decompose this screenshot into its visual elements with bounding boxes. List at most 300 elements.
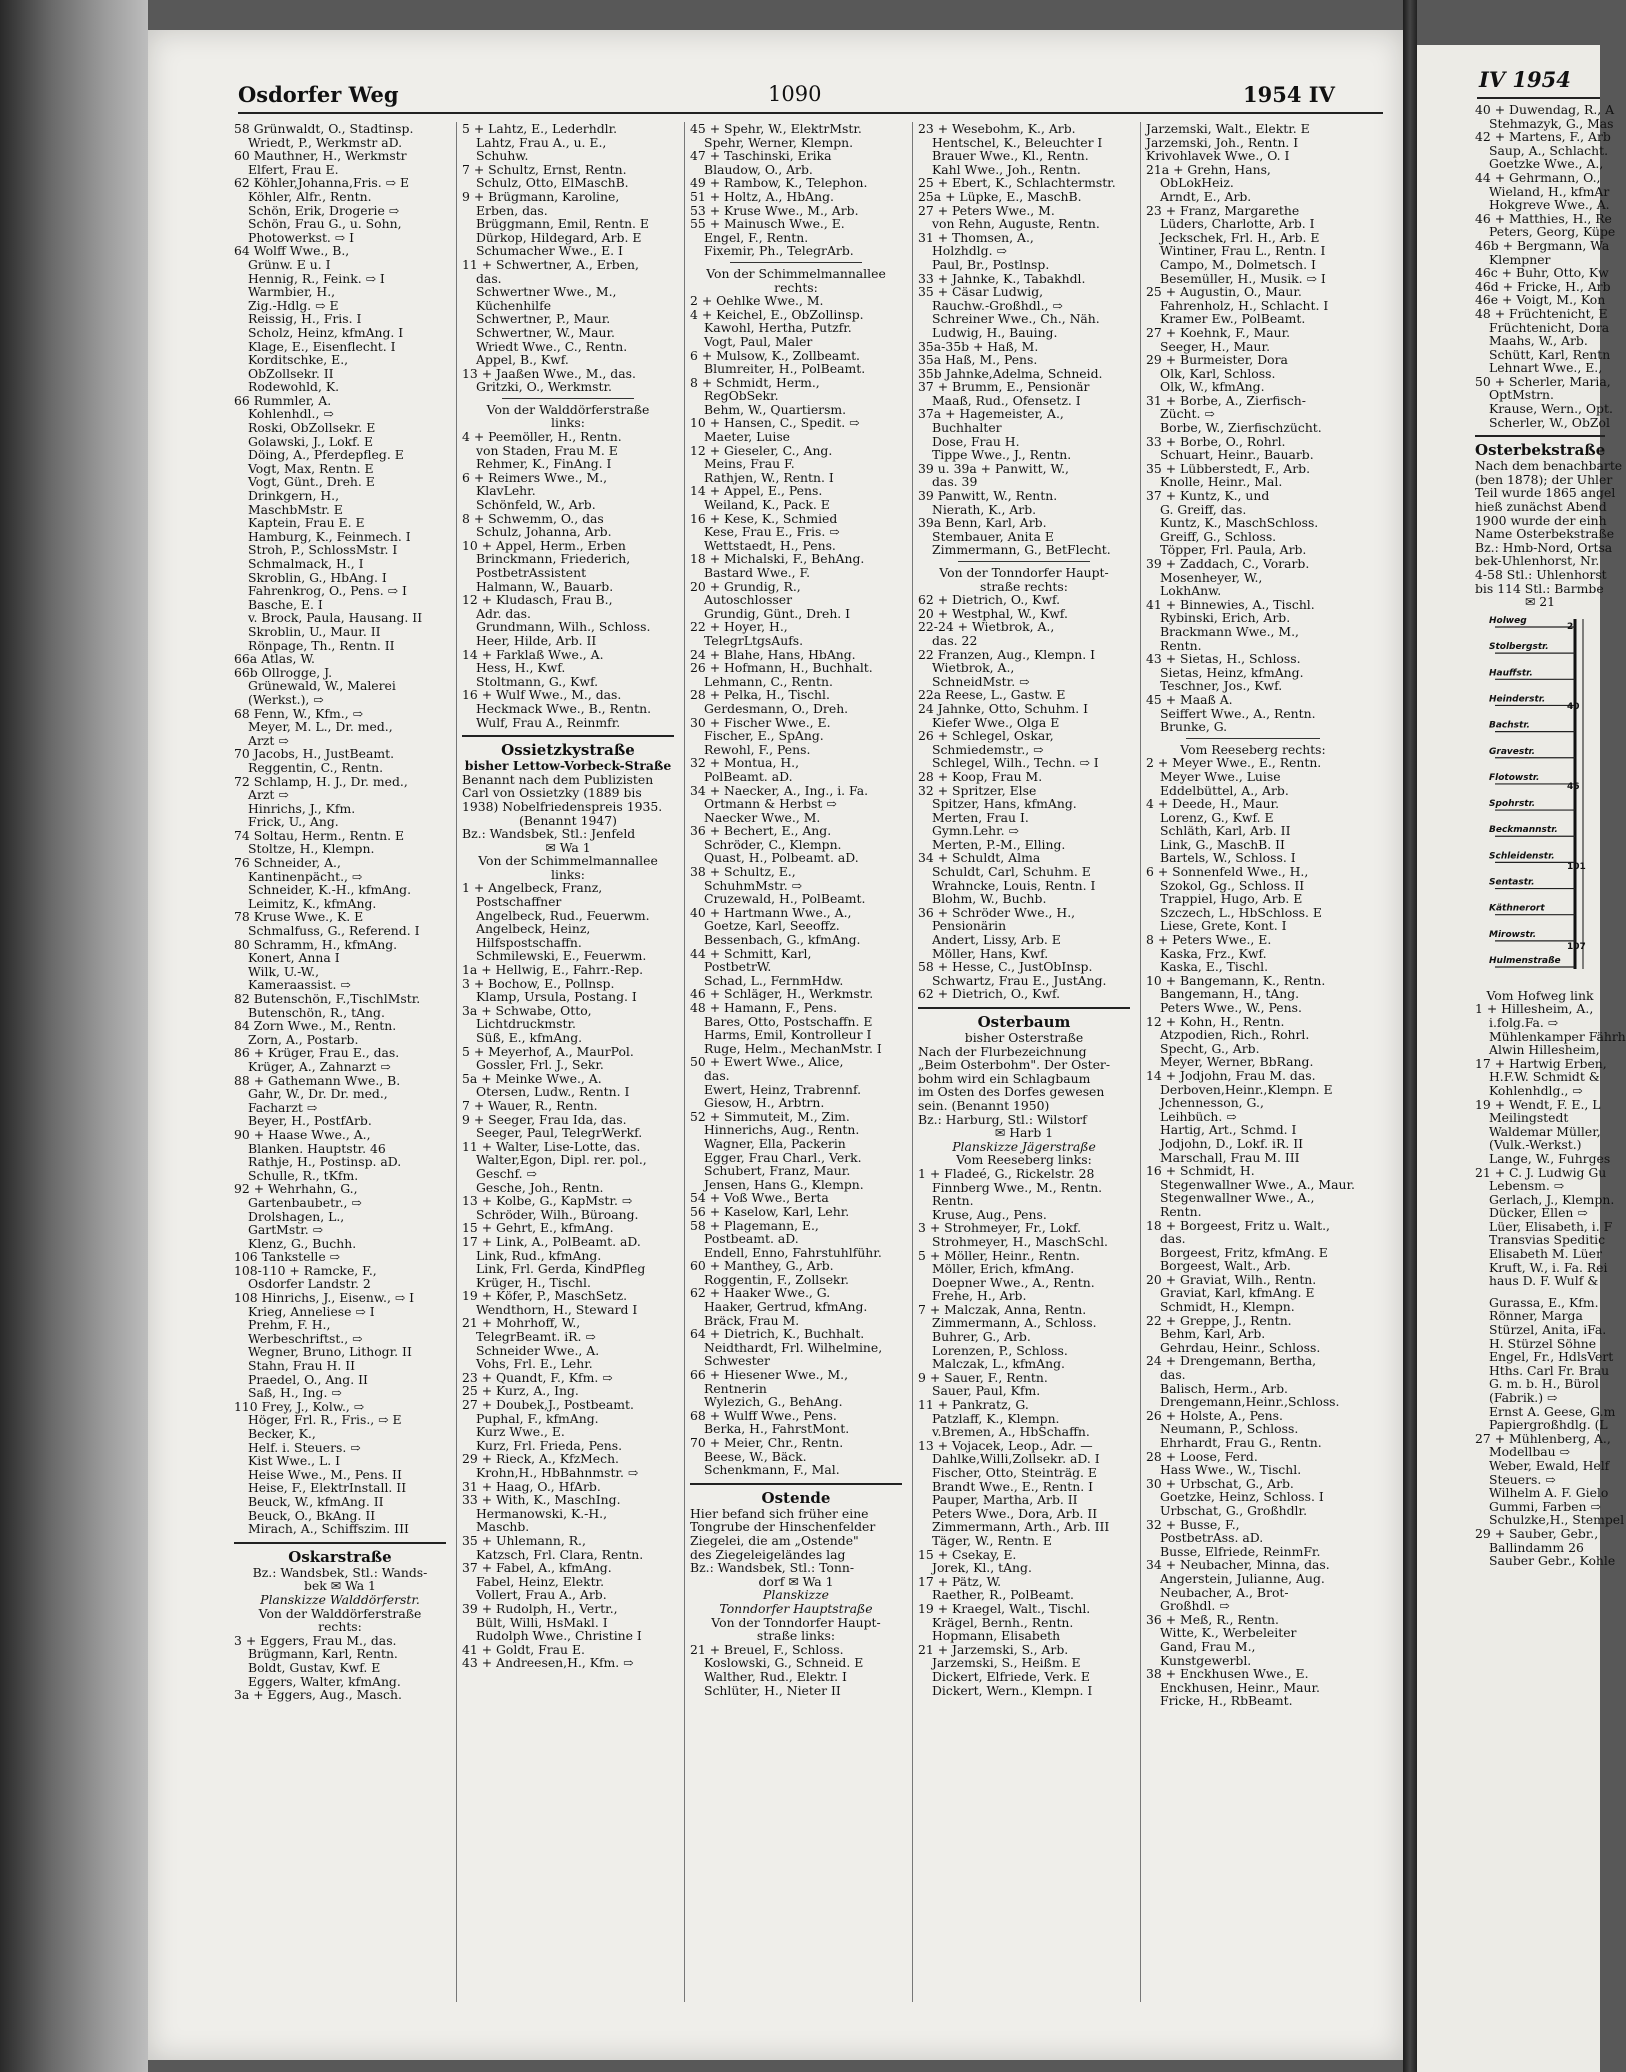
directory-entry: 1 + Angelbeck, Franz, <box>462 880 603 896</box>
directory-entry: Stoltmann, G., Kwf. <box>476 673 599 689</box>
directory-entry: Küchenhilfe <box>476 297 552 313</box>
directory-entry: Otersen, Ludw., Rentn. I <box>476 1084 630 1100</box>
directory-entry: Hamburg, K., Feinmech. I <box>248 528 411 544</box>
directory-entry: Schuldt, Carl, Schuhm. E <box>932 864 1091 880</box>
directory-entry: Dickert, Elfriede, Verk. E <box>932 1668 1090 1684</box>
section-note: Von der Walddörferstraße <box>486 401 650 417</box>
directory-entry: Osdorfer Landstr. 2 <box>248 1276 371 1292</box>
directory-entry: Wilhelm A. F. Gielo <box>1489 1485 1609 1501</box>
directory-entry: Brügmann, Karl, Rentn. <box>248 1646 398 1662</box>
directory-entry: das. 22 <box>932 632 978 648</box>
directory-entry: Merten, Frau I. <box>932 809 1029 825</box>
directory-entry: Werbeschriftst., ⇨ <box>248 1330 363 1346</box>
directory-entry: 70 + Meier, Chr., Rentn. <box>690 1435 844 1450</box>
directory-entry: Bares, Otto, Postschaffn. E <box>704 1013 873 1029</box>
directory-entry: 21 + Breuel, F., Schloss. <box>690 1641 844 1657</box>
directory-entry: Möller, Erich, kfmAng. <box>932 1261 1075 1277</box>
directory-entry: Brackmann Wwe., M., <box>1160 623 1299 639</box>
directory-entry: 5 + Lahtz, E., Lederhdlr. <box>462 121 618 136</box>
directory-entry: 22 + Hoyer, H., <box>690 619 788 635</box>
directory-entry: 62 + Haaker Wwe., G. <box>690 1285 831 1301</box>
directory-entry: Halmann, W., Bauarb. <box>476 578 614 594</box>
directory-entry: PostbetrAssistent <box>476 565 587 580</box>
directory-entry: Rodewohld, K. <box>248 379 340 395</box>
directory-entry: 34 + Neubacher, Minna, das. <box>1146 1557 1330 1573</box>
directory-entry: Nach dem benachbarte <box>1475 458 1623 474</box>
directory-entry: Marschall, Frau M. III <box>1160 1149 1300 1165</box>
directory-entry: 43 + Andreesen,H., Kfm. ⇨ <box>462 1655 634 1671</box>
directory-entry: 72 Schlamp, H. J., Dr. med., <box>234 773 408 789</box>
directory-entry: 34 + Schuldt, Alma <box>918 850 1041 866</box>
directory-entry: Walther, Rud., Elektr. I <box>704 1668 847 1684</box>
directory-entry: Drolshagen, L., <box>248 1208 345 1224</box>
directory-entry: Wendthorn, H., Steward I <box>476 1301 638 1317</box>
directory-entry: Heckmack Wwe., B., Rentn. <box>476 700 652 716</box>
directory-entry: 28 + Loose, Ferd. <box>1146 1448 1258 1464</box>
directory-entry: 36 + Schröder Wwe., H., <box>918 904 1076 920</box>
directory-column-4 <box>918 122 1130 1697</box>
directory-entry: Appel, B., Kwf. <box>476 352 569 368</box>
directory-entry: Brunke, G. <box>1160 719 1228 735</box>
directory-entry: Schulle, R., tKfm. <box>248 1167 359 1183</box>
directory-entry: Krohn,H., HbBahnmstr. ⇨ <box>476 1465 639 1480</box>
directory-entry: Kameraassist. ⇨ <box>248 977 351 993</box>
directory-entry: Leimitz, K., kfmAng. <box>248 895 377 911</box>
directory-entry: Walter,Egon, Dipl. rer. pol., <box>476 1152 647 1168</box>
directory-entry: Schmalfuss, G., Referend. I <box>248 923 420 939</box>
directory-entry: 43 + Sietas, H., Schloss. <box>1146 651 1301 667</box>
directory-entry: H.F.W. Schmidt & <box>1489 1069 1600 1085</box>
street-heading <box>1186 738 1320 739</box>
directory-entry: Boldt, Gustav, Kwf. E <box>248 1659 381 1675</box>
directory-entry: Gymn.Lehr. ⇨ <box>932 823 1019 839</box>
right-entries-bottom <box>1475 987 1626 1569</box>
directory-entry: Koslowski, G., Schneid. E <box>704 1655 864 1671</box>
directory-entry: Brinckmann, Friederich, <box>476 551 631 567</box>
directory-entry: Lahtz, Frau A., u. E., <box>476 134 607 150</box>
directory-entry: 64 + Dietrich, K., Buchhalt. <box>690 1326 865 1342</box>
section-note: links: <box>551 866 585 882</box>
directory-entry: 1a + Hellwig, E., Fahrr.-Rep. <box>462 962 644 978</box>
map-street-label: Hulmenstraße <box>1489 955 1561 966</box>
directory-entry: Maschb. <box>476 1519 530 1535</box>
directory-entry: 80 Schramm, H., kfmAng. <box>234 936 398 952</box>
directory-entry: 35a-35b + Haß, M. <box>918 338 1039 354</box>
directory-entry: 3a + Eggers, Aug., Masch. <box>234 1687 402 1703</box>
directory-entry: bek-Uhlenhorst, Nr. <box>1475 553 1600 569</box>
directory-entry: Scherler, W., ObZol <box>1489 414 1610 430</box>
directory-entry: Schulz, Johanna, Arb. <box>476 524 612 540</box>
directory-entry: Rudolph Wwe., Christine I <box>476 1628 642 1644</box>
directory-entry: Finnberg Wwe., M., Rentn. <box>932 1179 1103 1195</box>
directory-entry: Schenkmann, F., Mal. <box>704 1462 840 1478</box>
street-sketch-map <box>1475 609 1605 989</box>
directory-entry: KlavLehr. <box>476 483 536 499</box>
directory-entry: Borbe, W., Zierfischzücht. <box>1160 420 1322 436</box>
directory-entry: Fabel, Heinz, Elektr. <box>476 1573 605 1589</box>
directory-entry: Hths. Carl Fr. Brau <box>1489 1362 1610 1378</box>
directory-entry: Benannt nach dem Publizisten <box>462 771 654 787</box>
directory-entry: Dürkop, Hildegard, Arb. E <box>476 229 642 245</box>
directory-entry: Großhdl. ⇨ <box>1160 1598 1230 1614</box>
directory-entry: Klage, E., Eisenflecht. I <box>248 338 396 354</box>
directory-entry: Photowerkst. ⇨ I <box>248 229 355 245</box>
directory-entry: Täger, W., Rentn. E <box>932 1532 1052 1548</box>
map-street-label: Bachstr. <box>1489 720 1530 731</box>
directory-entry: 4 + Deede, H., Maur. <box>1146 796 1280 812</box>
directory-entry: 35 + Cäsar Ludwig, <box>918 284 1044 300</box>
directory-entry: Dücker, Ellen ⇨ <box>1489 1205 1588 1221</box>
directory-entry: v. Brock, Paula, Hausang. II <box>248 610 423 626</box>
directory-entry: 55 + Mainusch Wwe., E. <box>690 216 845 232</box>
directory-entry: 8 + Schwemm, O., das <box>462 510 604 526</box>
directory-entry: Roggentin, F., Zollsekr. <box>704 1271 849 1287</box>
directory-entry: im Osten des Dorfes gewesen <box>918 1084 1105 1100</box>
directory-entry: 30 + Fischer Wwe., E. <box>690 714 831 730</box>
directory-entry: Rehmer, K., FinAng. I <box>476 456 612 472</box>
running-header-right: IV 1954 <box>1479 67 1571 92</box>
directory-entry: 7 + Malczak, Anna, Rentn. <box>918 1301 1087 1317</box>
directory-entry: 38 + Enckhusen Wwe., E. <box>1146 1666 1309 1682</box>
directory-entry: Döing, A., Pferdepfleg. E <box>248 447 404 463</box>
directory-entry: Rentn. <box>1160 1203 1202 1219</box>
directory-entry: 110 Frey, J., Kolw., ⇨ <box>234 1398 365 1414</box>
directory-entry: Rentn. <box>932 1193 974 1209</box>
directory-entry: Katzsch, Frl. Clara, Rentn. <box>476 1546 644 1562</box>
directory-entry: Goetzke, Heinz, Schloss. I <box>1160 1489 1324 1505</box>
directory-entry: Grundmann, Wilh., Schloss. <box>476 619 651 635</box>
section-note: bisher Osterstraße <box>964 1030 1084 1045</box>
directory-entry: 60 Mauthner, H., Werkmstr <box>234 148 407 164</box>
directory-entry: Schmalmack, H., I <box>248 556 364 571</box>
street-heading: Osterbekstraße <box>1475 441 1606 460</box>
directory-entry: 18 + Borgeest, Fritz u. Walt., <box>1146 1217 1330 1233</box>
directory-entry: Peters Wwe., Dora, Arb. II <box>932 1505 1098 1521</box>
directory-entry: Krüger, H., Tischl. <box>476 1274 591 1290</box>
directory-entry: Schwertner Wwe., M., <box>476 284 617 300</box>
directory-entry: Pensionärin <box>932 918 1007 934</box>
map-street-label: Hauffstr. <box>1489 668 1533 679</box>
directory-entry: Link, Rud., kfmAng. <box>476 1247 602 1263</box>
directory-entry: Reissig, H., Fris. I <box>248 311 362 327</box>
directory-entry: Eggers, Walter, kfmAng. <box>248 1673 401 1689</box>
directory-entry: Quast, H., Polbeamt. aD. <box>704 850 859 866</box>
directory-entry: Borgeest, Walt., Arb. <box>1160 1258 1291 1274</box>
directory-entry: Süß, E., kfmAng. <box>476 1030 583 1045</box>
directory-entry: 9 + Seeger, Frau Ida, das. <box>462 1111 627 1127</box>
directory-entry: Grünw. E u. I <box>248 256 331 272</box>
directory-entry: Kohlenhdl., ⇨ <box>248 406 334 422</box>
directory-entry: Köhler, Alfr., Rentn. <box>248 188 372 204</box>
directory-entry: Beyer, H., PostfArb. <box>248 1113 372 1129</box>
directory-entry: Neumann, P., Schloss. <box>1160 1421 1299 1437</box>
directory-entry: 23 + Quandt, F., Kfm. ⇨ <box>462 1369 613 1385</box>
section-note: ✉ 21 <box>1524 594 1556 610</box>
directory-entry: 5a + Meinke Wwe., A. <box>462 1070 602 1086</box>
directory-entry: Klempner <box>1489 251 1551 267</box>
directory-entry: 62 Köhler,Johanna,Fris. ⇨ E <box>234 175 410 191</box>
directory-page-left <box>148 30 1403 2060</box>
directory-entry: Link, G., MaschB. II <box>1160 836 1285 852</box>
directory-entry: Gand, Frau M., <box>1160 1638 1256 1654</box>
directory-entry: 29 + Sauber, Gebr., <box>1475 1525 1599 1541</box>
directory-entry: Nach der Flurbezeichnung <box>918 1043 1087 1059</box>
directory-entry: Skroblin, U., Maur. II <box>248 623 381 639</box>
section-rule <box>462 735 674 737</box>
directory-entry: Schuart, Heinr., Bauarb. <box>1160 447 1314 463</box>
directory-entry: (Werkst.), ⇨ <box>248 691 324 707</box>
directory-entry: Paul, Br., Postlnsp. <box>932 256 1050 272</box>
directory-entry: Schläth, Karl, Arb. II <box>1160 823 1291 839</box>
directory-entry: 37 + Kuntz, K., und <box>1146 488 1270 504</box>
section-note: Vom Reeseberg rechts: <box>1180 741 1326 757</box>
directory-entry: Beuck, W., kfmAng. II <box>248 1493 384 1509</box>
directory-entry: Frick, U., Ang. <box>248 814 339 830</box>
directory-entry: 53 + Kruse Wwe., M., Arb. <box>690 202 859 218</box>
directory-entry: 31 + Thomsen, A., <box>918 229 1034 245</box>
directory-entry: Spehr, Werner, Klempn. <box>704 134 854 150</box>
directory-entry: Fahrenholz, H., Schlacht. I <box>1160 297 1329 313</box>
directory-entry: 41 + Goldt, Frau E. <box>462 1641 585 1657</box>
directory-entry: 8 + Schmidt, Herm., <box>690 374 820 390</box>
directory-entry: 15 + Gehrt, E., kfmAng. <box>462 1220 614 1236</box>
directory-entry: Schröder, C., Klempn. <box>704 836 842 852</box>
directory-entry: „Beim Osterbohm". Der Oster- <box>918 1057 1111 1073</box>
directory-entry: Wriedt, P., Werkmstr aD. <box>248 134 403 150</box>
section-note: ✉ Wa 1 <box>545 839 591 855</box>
directory-entry: 50 + Scherler, Maria, <box>1475 373 1611 389</box>
directory-entry: 21 + C. J. Ludwig Gu <box>1475 1164 1607 1180</box>
directory-entry: Endell, Enno, Fahrstuhlführ. <box>704 1244 882 1260</box>
directory-entry: Carl von Ossietzky (1889 bis <box>462 785 642 801</box>
directory-entry: Mühlenkamper Fährh <box>1489 1028 1626 1044</box>
directory-entry: Kese, Frau E., Fris. ⇨ <box>704 524 840 540</box>
directory-entry: 22 Franzen, Aug., Klempn. I <box>918 646 1095 662</box>
directory-entry: Jodjohn, D., Lokf. iR. II <box>1160 1135 1303 1151</box>
directory-entry: 50 + Ewert Wwe., Alice, <box>690 1054 844 1070</box>
directory-entry: ObLokHeiz. <box>1160 175 1234 191</box>
header-rule <box>238 112 1383 114</box>
directory-entry: 9 + Sauer, F., Rentn. <box>918 1369 1048 1385</box>
directory-entry: Balisch, Herm., Arb. <box>1160 1380 1288 1396</box>
directory-entry: Mosenheyer, W., <box>1160 569 1263 585</box>
directory-entry: Enckhusen, Heinr., Maur. <box>1160 1679 1320 1695</box>
directory-entry: 28 + Pelka, H., Tischl. <box>690 687 830 703</box>
directory-entry: Heise Wwe., M., Pens. II <box>248 1466 402 1482</box>
directory-entry: Puphal, F., kfmAng. <box>476 1410 599 1426</box>
running-header-street: Osdorfer Weg <box>238 82 399 107</box>
directory-entry: Holzhdlg. ⇨ <box>932 243 1007 259</box>
directory-column-1 <box>234 122 446 1702</box>
directory-entry: Ludwig, H., Bauing. <box>932 324 1058 340</box>
directory-entry: Lorenzen, P., Schloss. <box>932 1342 1068 1358</box>
directory-entry: Arzt ⇨ <box>248 787 289 803</box>
directory-entry: 30 + Urbschat, G., Arb. <box>1146 1475 1294 1491</box>
directory-entry: GartMstr. ⇨ <box>248 1222 324 1238</box>
directory-entry: Schmilewski, E., Feuerwm. <box>476 948 647 964</box>
directory-entry: 17 + Hartwig Erben, <box>1475 1055 1607 1071</box>
directory-entry: Fahrenkrog, O., Pens. ⇨ I <box>248 583 407 599</box>
directory-entry: Sauber Gebr., Kohle <box>1489 1553 1616 1569</box>
directory-entry: 106 Tankstelle ⇨ <box>234 1249 341 1265</box>
directory-entry: Jarzemski, Joh., Rentn. I <box>1146 134 1299 150</box>
directory-entry: Kist Wwe., L. I <box>248 1453 340 1469</box>
map-house-number: 46 <box>1567 781 1580 792</box>
directory-entry: 88 + Gathemann Wwe., B. <box>234 1072 401 1088</box>
directory-entry: 52 + Simmuteit, M., Zim. <box>690 1108 850 1124</box>
directory-entry: G. Greiff, das. <box>1160 501 1247 517</box>
section-note: bek ✉ Wa 1 <box>304 1578 376 1594</box>
directory-entry: 46b + Bergmann, Wa <box>1475 237 1610 253</box>
directory-entry: 4-58 Stl.: Uhlenhorst <box>1475 567 1607 582</box>
section-note: links: <box>551 415 585 431</box>
directory-entry: Knolle, Heinr., Mal. <box>1160 474 1283 490</box>
section-rule <box>918 1007 1130 1009</box>
map-reference: Tonndorfer Hauptstraße <box>719 1600 873 1616</box>
directory-entry: Leihbüch. ⇨ <box>1160 1108 1237 1124</box>
directory-entry: 3 + Strohmeyer, Fr., Lokf. <box>918 1220 1082 1236</box>
directory-entry: Rönner, Marga <box>1489 1308 1583 1324</box>
directory-entry: 76 Schneider, A., <box>234 855 341 871</box>
directory-entry: Geschf. ⇨ <box>476 1165 537 1181</box>
directory-entry: Jarzemski, S., Heißm. E <box>932 1655 1081 1671</box>
directory-entry: Vollert, Frau A., Arb. <box>476 1587 607 1603</box>
directory-entry: Hartig, Art., Schmd. I <box>1160 1122 1297 1138</box>
directory-entry: Hinnerichs, Aug., Rentn. <box>704 1122 860 1138</box>
directory-entry: 7 + Wauer, R., Rentn. <box>462 1097 598 1113</box>
directory-entry: 19 + Köfer, P., MaschSetz. <box>462 1288 628 1304</box>
directory-entry: 11 + Schwertner, A., Erben, <box>462 256 639 272</box>
directory-entry: Schuhw. <box>476 148 529 164</box>
directory-entry: Schmiedemstr., ⇨ <box>932 741 1044 757</box>
directory-entry: 48 + Hamann, F., Pens. <box>690 1000 838 1015</box>
directory-entry: Gahr, W., Dr. Dr. med., <box>248 1086 388 1102</box>
directory-entry: Brauer Wwe., Kl., Rentn. <box>932 148 1089 164</box>
section-note: Vom Hofweg link <box>1486 987 1594 1003</box>
directory-entry: Beuck, O., BkAng. II <box>248 1507 376 1523</box>
directory-entry: Steuers. ⇨ <box>1489 1471 1556 1487</box>
directory-entry: Harms, Emil, Kontrolleur I <box>704 1027 872 1043</box>
directory-entry: Strohmeyer, H., MaschSchl. <box>932 1233 1108 1249</box>
directory-entry: Graviat, Karl, kfmAng. E <box>1160 1285 1315 1301</box>
directory-entry: Engel, F., Rentn. <box>704 229 809 245</box>
directory-entry: Andert, Lissy, Arb. E <box>932 932 1061 948</box>
directory-entry: Wrahncke, Louis, Rentn. I <box>932 877 1096 893</box>
directory-entry: Blumreiter, H., PolBeamt. <box>704 361 866 377</box>
directory-entry: Schwertner, W., Maur. <box>476 324 615 340</box>
directory-entry: Hermanowski, K.-H., <box>476 1505 608 1521</box>
directory-entry: Korditschke, E., <box>248 352 349 368</box>
directory-entry: 35a Haß, M., Pens. <box>918 352 1038 368</box>
directory-entry: 24 + Blahe, Hans, HbAng. <box>690 646 856 662</box>
column-divider <box>1140 122 1141 2002</box>
map-street-label: Spohrstr. <box>1489 798 1536 809</box>
directory-entry: 27 + Mühlenberg, A., <box>1475 1430 1611 1446</box>
directory-entry: Schönfeld, W., Arb. <box>476 497 596 513</box>
directory-entry: Zimmermann, A., Schloss. <box>932 1315 1097 1331</box>
directory-entry: Roski, ObZollsekr. E <box>248 420 376 436</box>
directory-entry: 58 + Plagemann, E., <box>690 1217 819 1233</box>
directory-entry: 62 + Dietrich, O., Kwf. <box>918 592 1061 608</box>
column-divider <box>456 122 457 2002</box>
directory-entry: Borgeest, Fritz, kfmAng. E <box>1160 1244 1328 1260</box>
directory-entry: 2 + Oehlke Wwe., M. <box>690 293 824 309</box>
directory-entry: Lehmann, C., Rentn. <box>704 673 833 689</box>
directory-entry: 46 + Matthies, H., Re <box>1475 210 1612 226</box>
directory-entry: Meins, Frau F. <box>704 456 795 472</box>
directory-entry: Gerdesmann, O., Dreh. <box>704 700 849 716</box>
directory-entry: Jeckschek, Frl. H., Arb. E <box>1160 229 1320 245</box>
directory-entry: Seiffert Wwe., A., Rentn. <box>1160 705 1316 721</box>
directory-entry: Papiergroßhdlg. (L <box>1489 1417 1608 1433</box>
directory-entry: Bz.: Wandsbek, Stl.: Jenfeld <box>462 826 636 842</box>
directory-entry: Angelbeck, Rud., Feuerwm. <box>476 907 650 923</box>
directory-entry: Hokgreve Wwe., A. <box>1489 197 1610 213</box>
directory-entry: Tippe Wwe., J., Rentn. <box>932 447 1072 463</box>
directory-entry: Angerstein, Julianne, Aug. <box>1160 1570 1325 1586</box>
directory-entry: PolBeamt. aD. <box>704 768 793 784</box>
directory-entry: Drengemann,Heinr.,Schloss. <box>1160 1394 1340 1410</box>
directory-entry: 32 + Montua, H., <box>690 755 800 771</box>
street-heading: Oskarstraße <box>288 1547 392 1566</box>
directory-entry: G. m. b. H., Bürol <box>1489 1376 1599 1392</box>
directory-entry: 68 Fenn, W., Kfm., ⇨ <box>234 705 363 721</box>
directory-entry: Transvias Speditic <box>1489 1232 1606 1248</box>
directory-entry: Campo, M., Dolmetsch. I <box>1160 256 1316 272</box>
directory-entry: 58 + Hesse, C., JustObInsp. <box>918 959 1093 975</box>
directory-column-5 <box>1146 122 1360 1708</box>
map-background <box>1475 609 1600 984</box>
directory-entry: Stembauer, Anita E <box>932 528 1054 544</box>
directory-entry: Stürzel, Anita, iFa. <box>1489 1322 1607 1338</box>
directory-entry: Beese, W., Bäck. <box>704 1448 807 1464</box>
directory-entry: Vogt, Günt., Dreh. E <box>248 474 375 490</box>
directory-entry: 20 + Graviat, Wilh., Rentn. <box>1146 1271 1317 1287</box>
directory-entry: 10 + Bangemann, K., Rentn. <box>1146 972 1326 988</box>
directory-entry: Kaska, E., Tischl. <box>1160 959 1269 975</box>
directory-entry: Gossler, Frl. J., Sekr. <box>476 1057 604 1073</box>
directory-entry: Gurassa, E., Kfm. <box>1489 1294 1599 1310</box>
directory-entry: Klenz, G., Buchh. <box>248 1235 357 1251</box>
directory-entry: Höger, Frl. R., Fris., ⇨ E <box>248 1412 402 1428</box>
directory-entry: Bastard Wwe., F. <box>704 565 811 580</box>
directory-entry: OptMstrn. <box>1489 387 1554 403</box>
street-heading: Ostende <box>761 1488 831 1507</box>
directory-entry: 9 + Brügmann, Karoline, <box>462 188 620 204</box>
directory-entry: Hass Wwe., W., Tischl. <box>1160 1462 1302 1478</box>
directory-entry: Wettstaedt, H., Pens. <box>704 537 836 553</box>
directory-entry: 29 + Rieck, A., KfzMech. <box>462 1451 619 1467</box>
directory-entry: Heer, Hilde, Arb. II <box>476 632 597 648</box>
directory-entry: 16 + Wulf Wwe., M., das. <box>462 687 622 703</box>
directory-entry: Maeter, Luise <box>704 429 791 445</box>
directory-entry: 17 + Link, A., PolBeamt. aD. <box>462 1233 641 1249</box>
directory-entry: Mirach, A., Schiffszim. III <box>248 1521 409 1537</box>
directory-entry: Fixemir, Ph., TelegrArb. <box>704 243 854 259</box>
directory-entry: Patzlaff, K., Klempn. <box>932 1410 1060 1426</box>
section-note: Vom Reeseberg links: <box>956 1152 1092 1168</box>
directory-entry: Blaudow, O., Arb. <box>704 161 813 177</box>
directory-entry: 23 + Franz, Margarethe <box>1146 202 1300 218</box>
directory-entry: Zorn, A., Postarb. <box>248 1031 359 1047</box>
directory-entry: 18 + Michalski, F., BehAng. <box>690 551 865 567</box>
directory-entry: Krüger, A., Zahnarzt ⇨ <box>248 1058 391 1074</box>
directory-entry: Krause, Wern., Opt. <box>1489 401 1613 417</box>
directory-entry: Kramer Ew., PolBeamt. <box>1160 311 1306 327</box>
directory-entry: 66b Ollrogge, J. <box>234 664 333 680</box>
directory-entry: 39 + Rudolph, H., Vertr., <box>462 1600 618 1616</box>
directory-entry: 39 u. 39a + Panwitt, W., <box>918 460 1069 476</box>
